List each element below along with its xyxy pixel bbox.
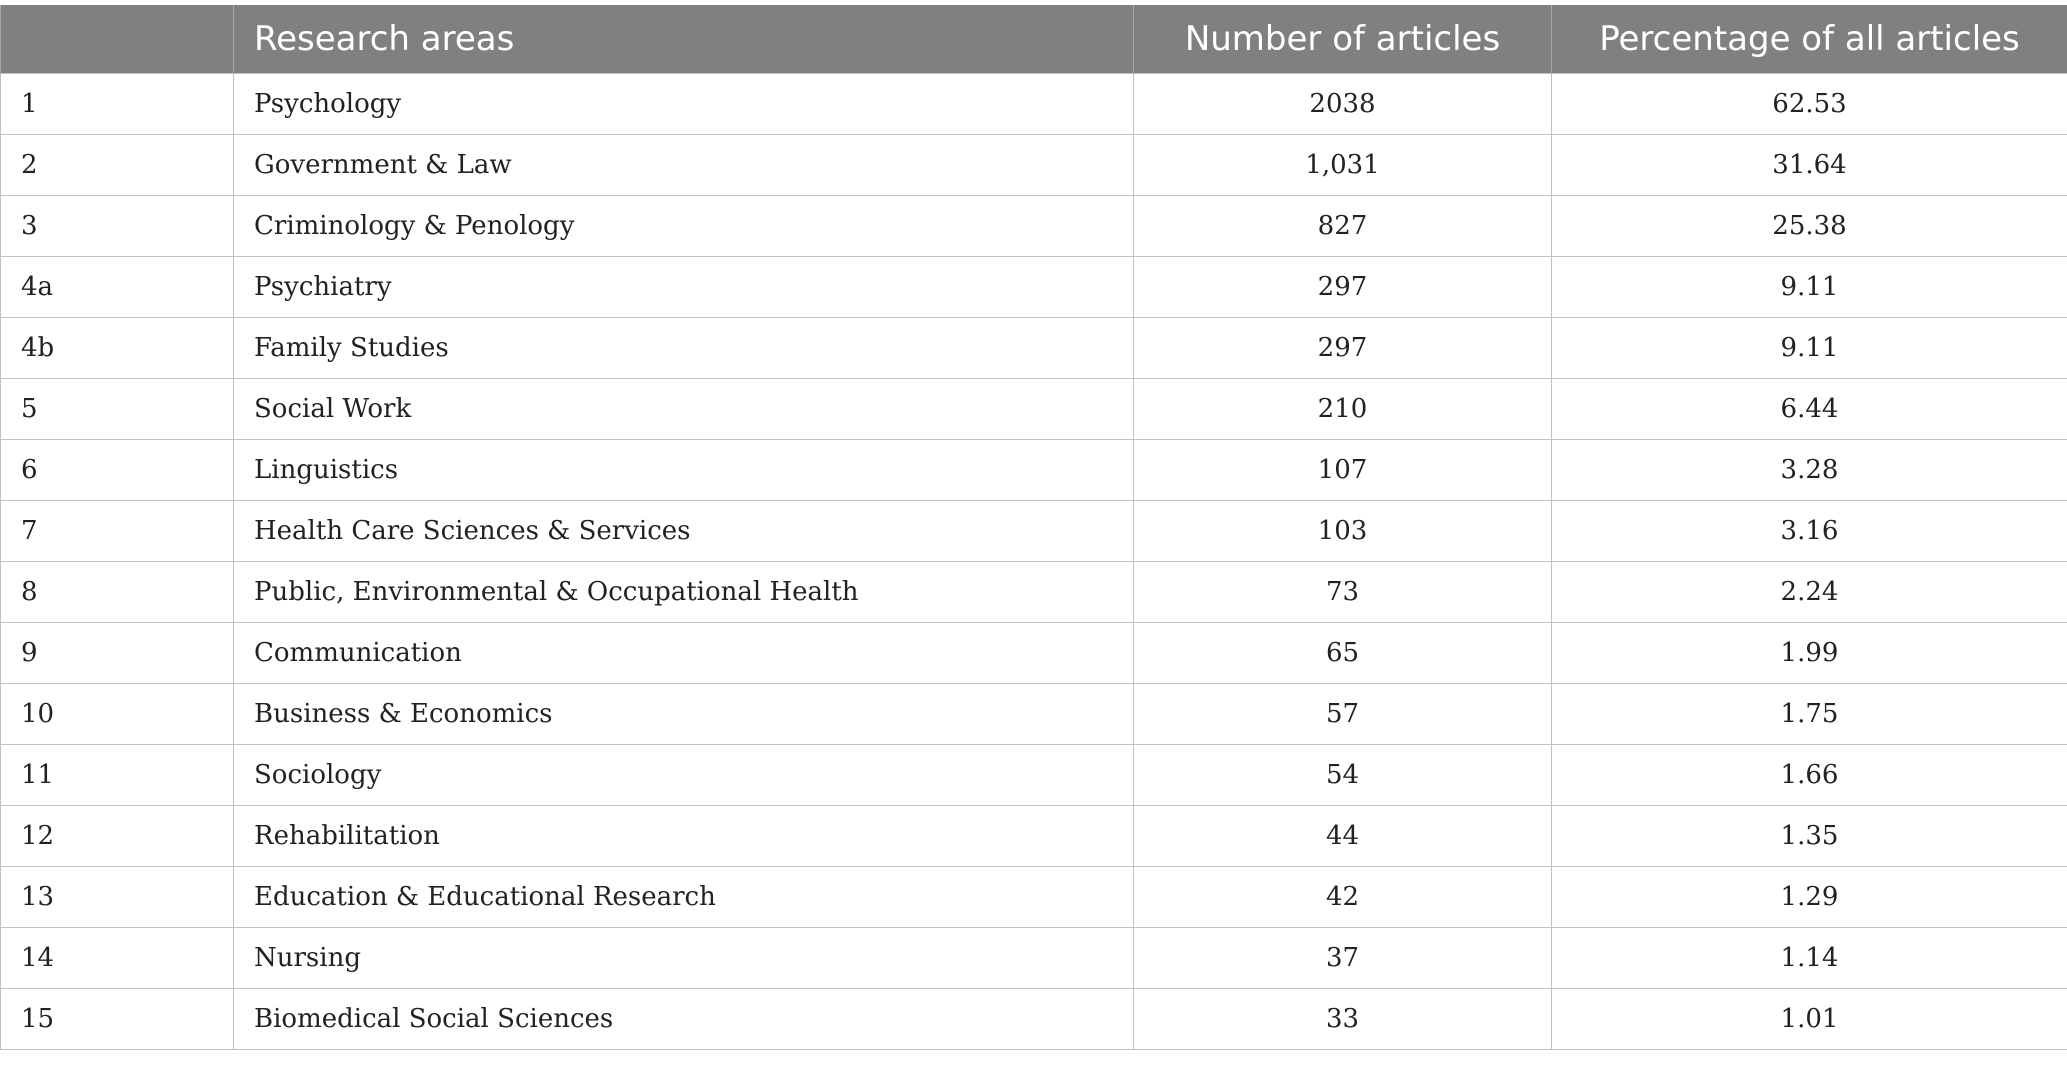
research-areas-table-container <box>0 5 2067 1050</box>
research-area-cell: Psychiatry <box>234 257 1134 318</box>
percentage-cell: 1.66 <box>1552 745 2067 806</box>
research-area-cell: Education & Educational Research <box>234 867 1134 928</box>
article-count-cell: 54 <box>1134 745 1552 806</box>
table-body <box>1 74 2067 1050</box>
percentage-cell: 1.14 <box>1552 928 2067 989</box>
table-row <box>1 196 2067 257</box>
research-area-cell: Social Work <box>234 379 1134 440</box>
header-row <box>1 5 2067 74</box>
percentage-cell: 3.16 <box>1552 501 2067 562</box>
percentage-cell: 1.75 <box>1552 684 2067 745</box>
table-row <box>1 379 2067 440</box>
article-count-cell: 33 <box>1134 989 1552 1050</box>
rank-cell: 7 <box>1 501 234 562</box>
table-row <box>1 989 2067 1050</box>
research-area-cell: Rehabilitation <box>234 806 1134 867</box>
table-row <box>1 928 2067 989</box>
percentage-cell: 62.53 <box>1552 74 2067 135</box>
header-number-of-articles: Number of articles <box>1134 5 1552 74</box>
research-area-cell: Government & Law <box>234 135 1134 196</box>
header-research-areas: Research areas <box>234 5 1134 74</box>
rank-cell: 5 <box>1 379 234 440</box>
table-row <box>1 74 2067 135</box>
table-row <box>1 867 2067 928</box>
percentage-cell: 2.24 <box>1552 562 2067 623</box>
rank-cell: 9 <box>1 623 234 684</box>
research-area-cell: Biomedical Social Sciences <box>234 989 1134 1050</box>
percentage-cell: 9.11 <box>1552 318 2067 379</box>
research-area-cell: Communication <box>234 623 1134 684</box>
rank-cell: 6 <box>1 440 234 501</box>
article-count-cell: 827 <box>1134 196 1552 257</box>
table-row <box>1 501 2067 562</box>
research-area-cell: Sociology <box>234 745 1134 806</box>
article-count-cell: 65 <box>1134 623 1552 684</box>
percentage-cell: 31.64 <box>1552 135 2067 196</box>
percentage-cell: 9.11 <box>1552 257 2067 318</box>
rank-cell: 13 <box>1 867 234 928</box>
percentage-cell: 6.44 <box>1552 379 2067 440</box>
header-percentage-of-all-articles: Percentage of all articles <box>1552 5 2067 74</box>
percentage-cell: 1.99 <box>1552 623 2067 684</box>
article-count-cell: 297 <box>1134 257 1552 318</box>
article-count-cell: 297 <box>1134 318 1552 379</box>
article-count-cell: 210 <box>1134 379 1552 440</box>
article-count-cell: 2038 <box>1134 74 1552 135</box>
rank-cell: 2 <box>1 135 234 196</box>
table-row <box>1 623 2067 684</box>
article-count-cell: 1,031 <box>1134 135 1552 196</box>
rank-cell: 3 <box>1 196 234 257</box>
rank-cell: 15 <box>1 989 234 1050</box>
research-area-cell: Health Care Sciences & Services <box>234 501 1134 562</box>
percentage-cell: 1.01 <box>1552 989 2067 1050</box>
percentage-cell: 3.28 <box>1552 440 2067 501</box>
article-count-cell: 107 <box>1134 440 1552 501</box>
rank-cell: 4b <box>1 318 234 379</box>
article-count-cell: 42 <box>1134 867 1552 928</box>
table-row <box>1 257 2067 318</box>
research-areas-table <box>0 5 2067 1050</box>
table-row <box>1 318 2067 379</box>
rank-cell: 8 <box>1 562 234 623</box>
article-count-cell: 103 <box>1134 501 1552 562</box>
table-row <box>1 745 2067 806</box>
table-row <box>1 684 2067 745</box>
percentage-cell: 1.35 <box>1552 806 2067 867</box>
rank-cell: 4a <box>1 257 234 318</box>
header-rank <box>1 5 234 74</box>
research-area-cell: Criminology & Penology <box>234 196 1134 257</box>
table-row <box>1 806 2067 867</box>
research-area-cell: Public, Environmental & Occupational Health <box>234 562 1134 623</box>
research-area-cell: Business & Economics <box>234 684 1134 745</box>
rank-cell: 12 <box>1 806 234 867</box>
research-area-cell: Family Studies <box>234 318 1134 379</box>
research-area-cell: Nursing <box>234 928 1134 989</box>
rank-cell: 1 <box>1 74 234 135</box>
rank-cell: 11 <box>1 745 234 806</box>
table-row <box>1 562 2067 623</box>
article-count-cell: 44 <box>1134 806 1552 867</box>
research-area-cell: Linguistics <box>234 440 1134 501</box>
article-count-cell: 37 <box>1134 928 1552 989</box>
research-area-cell: Psychology <box>234 74 1134 135</box>
table-row <box>1 440 2067 501</box>
article-count-cell: 57 <box>1134 684 1552 745</box>
rank-cell: 10 <box>1 684 234 745</box>
article-count-cell: 73 <box>1134 562 1552 623</box>
percentage-cell: 25.38 <box>1552 196 2067 257</box>
table-row <box>1 135 2067 196</box>
table-header <box>1 5 2067 74</box>
rank-cell: 14 <box>1 928 234 989</box>
percentage-cell: 1.29 <box>1552 867 2067 928</box>
